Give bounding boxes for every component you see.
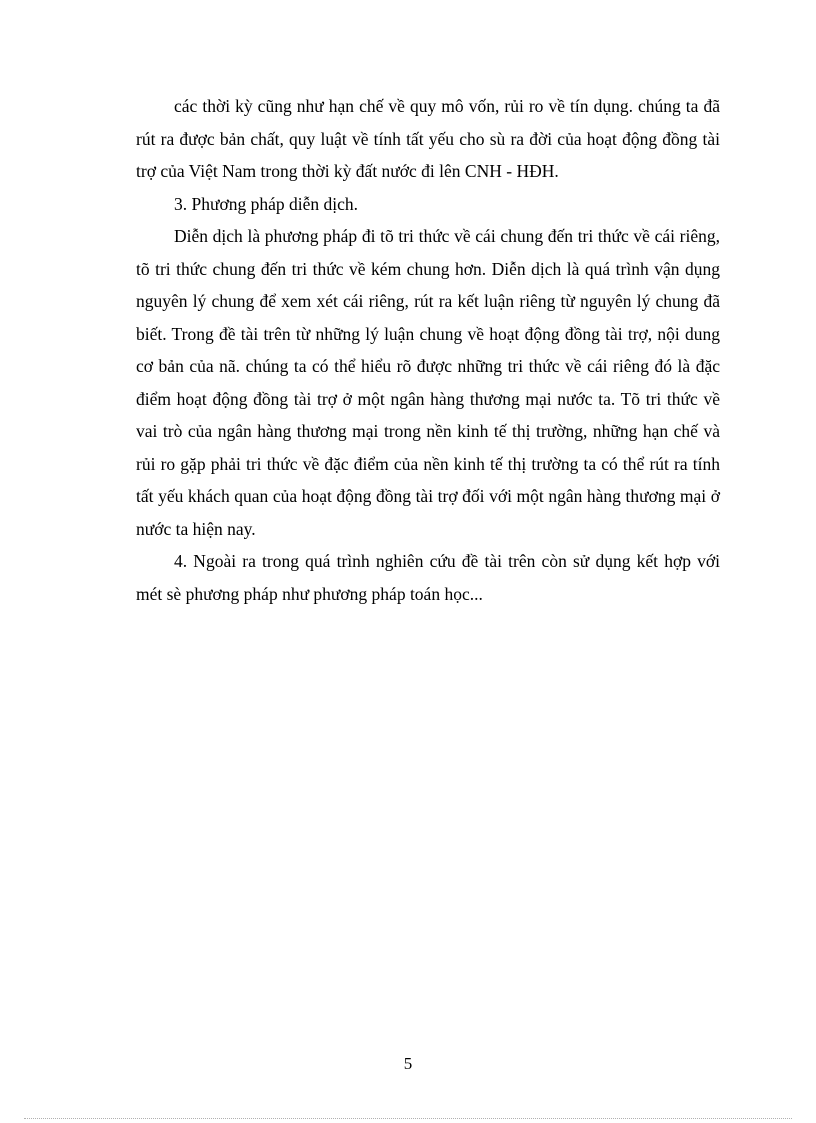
body-text [136,90,720,610]
page-number: 5 [403,1054,413,1073]
page-bottom-border [24,1118,792,1119]
section-heading-deductive-method: 3. Phương pháp diễn dịch. [174,193,358,214]
paragraph-other-methods: 4. Ngoài ra trong quá trình nghiên cứu đề tài trên còn sử dụng kết hợp với mét sè phương pháp như phương pháp toán học... [136,551,720,604]
paragraph-deductive-method: Diễn dịch là phương pháp đi tõ tri thức về cái chung đến tri thức về cái riêng, tõ tri thức chung đến tri thức về kém chung hơn. Diễn dịch là quá trình vận dụng nguyên lý chung để xem xét cái riêng, rút ra kết luận riêng từ nguyên lý chung đã biết. Trong đề tài trên từ những lý luận chung về hoạt động đồng tài trợ, nội dung cơ bản của nã. chúng ta có thể hiểu rõ được những tri thức về cái riêng đó là đặc điểm hoạt động đồng tài trợ ở một ngân hàng thương mại nước ta. Tõ tri thức về vai trò của ngân hàng thương mại trong nền kinh tế thị trường, những hạn chế và rủi ro gặp phải tri thức về đặc điểm của nền kinh tế thị trường ta có thể rút ra tính tất yếu khách quan của hoạt động đồng tài trợ đối với một ngân hàng thương mại ở nước ta hiện nay. [136,226,720,539]
paragraph-continued: các thời kỳ cũng như hạn chế về quy mô vốn, rủi ro về tín dụng. chúng ta đã rút ra được bản chất, quy luật về tính tất yếu cho sù ra đời của hoạt động đồng tài trợ của Việt Nam trong thời kỳ đất nước đi lên CNH - HĐH. [136,96,720,181]
